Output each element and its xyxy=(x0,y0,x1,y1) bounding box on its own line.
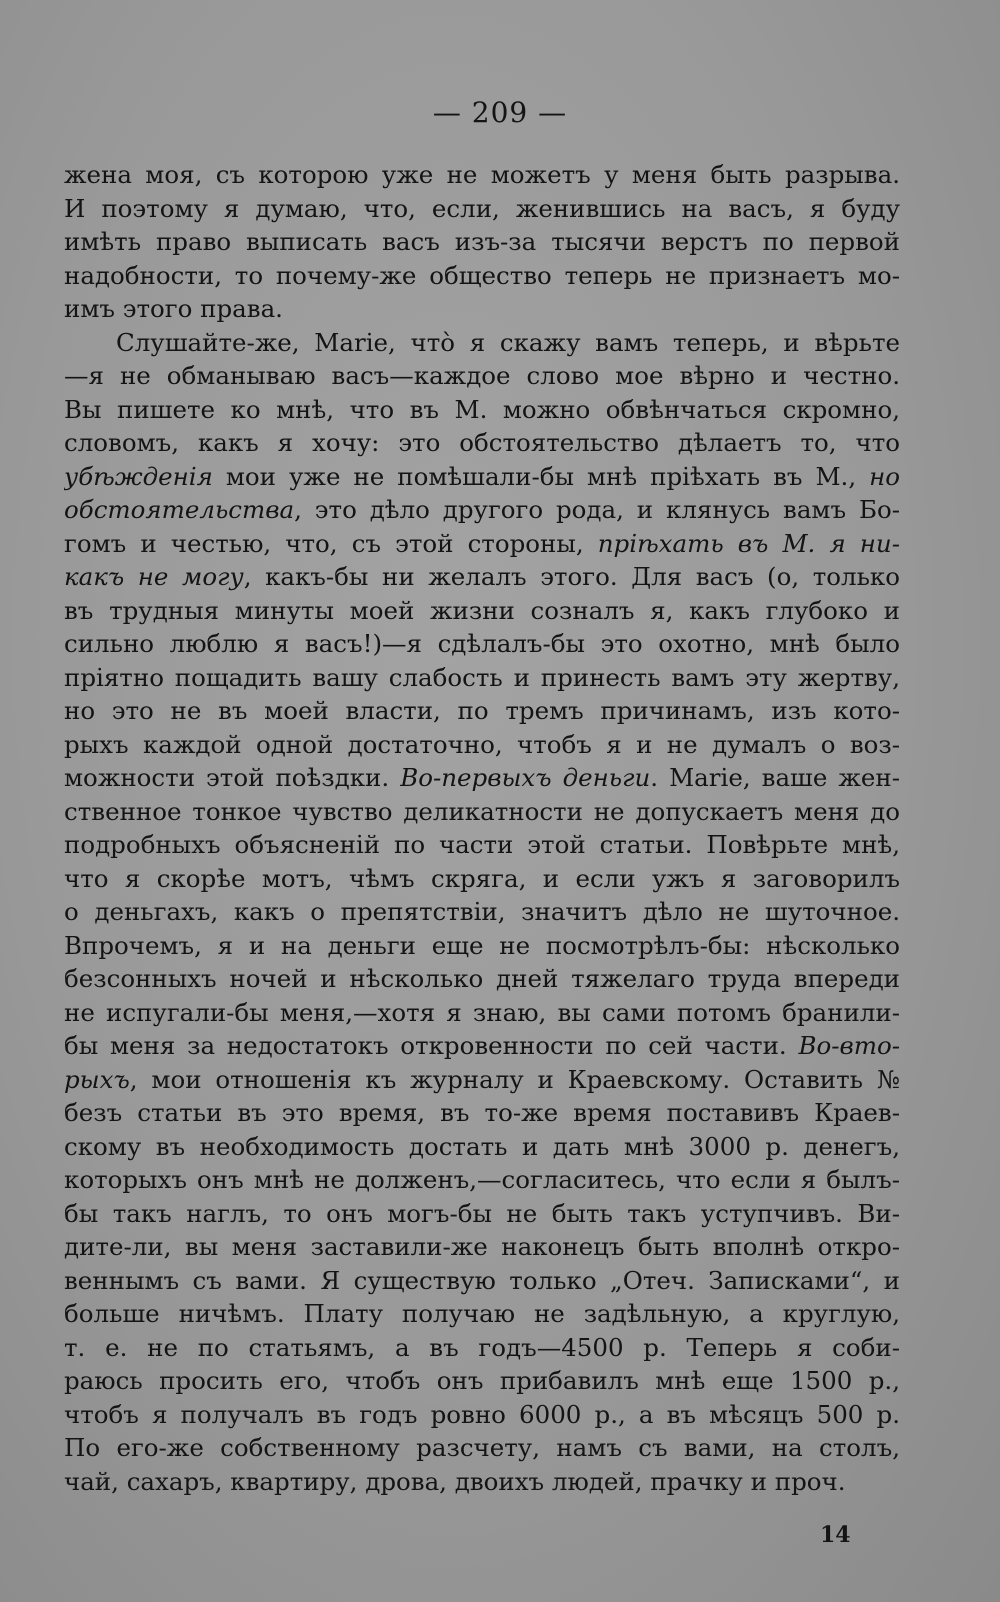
text-line xyxy=(64,426,900,460)
text-line xyxy=(64,996,900,1030)
text-line xyxy=(64,393,900,427)
text-segment: жена моя, съ которою уже не можетъ у меня быть разрыва. xyxy=(64,160,900,189)
text-segment: въ трудныя минуты моей жизни созналъ я, какъ глубоко и xyxy=(64,595,900,625)
text-segment: не испугали-бы меня,—хотя я знаю, вы сами потомъ бранили- xyxy=(64,997,900,1027)
text-line xyxy=(64,761,900,795)
text-line xyxy=(64,1364,900,1398)
text-line xyxy=(64,560,900,594)
text-line xyxy=(64,1230,900,1264)
text-line xyxy=(64,828,900,862)
text-line xyxy=(64,225,900,259)
text-line xyxy=(64,1063,900,1097)
text-line xyxy=(64,1163,900,1197)
italic-text-segment: обстоятельства xyxy=(64,495,295,524)
text-segment: Впрочемъ, я и на деньги еще не посмотрѣлъ-бы: нѣсколько xyxy=(64,930,900,960)
text-segment: —я не обманываю васъ—каждое слово мое вѣрно и честно. xyxy=(64,361,900,390)
text-segment: словомъ, какъ я хочу: это обстоятельство дѣлаетъ то, что xyxy=(64,428,900,457)
text-segment: т. е. не по статьямъ, а въ годъ—4500 р. Теперь я соби- xyxy=(64,1332,900,1362)
text-segment: По его-же собственному разсчету, намъ съ вами, на столъ, xyxy=(64,1433,900,1462)
text-segment: что я скорѣе мотъ, чѣмъ скряга, и если ужъ я заговорилъ xyxy=(64,863,900,893)
text-line xyxy=(64,728,900,762)
text-line xyxy=(64,1297,900,1331)
text-segment: раюсь просить его, чтобъ онъ прибавилъ мнѣ еще 1500 р., xyxy=(64,1366,900,1395)
text-segment: мои уже не помѣшали-бы мнѣ пріѣхать въ М., xyxy=(212,461,870,491)
text-segment: безсонныхъ ночей и нѣсколько дней тяжелаго труда впереди xyxy=(64,964,900,993)
text-line xyxy=(64,1130,900,1164)
text-line xyxy=(64,795,900,829)
text-line xyxy=(64,661,900,695)
text-line xyxy=(64,1398,900,1432)
text-segment: Вы пишете ко мнѣ, что въ М. можно обвѣнчаться скромно, xyxy=(64,394,900,424)
italic-text-segment: какъ не могу xyxy=(64,562,244,591)
text-segment: И поэтому я думаю, что, если, женившись на васъ, я буду xyxy=(64,193,900,223)
text-segment: о деньгахъ, какъ о препятствіи, значитъ дѣло не шуточное. xyxy=(64,897,900,926)
text-line xyxy=(64,158,900,192)
italic-text-segment: но xyxy=(869,461,900,491)
italic-text-segment: убѣжденія xyxy=(64,461,213,491)
text-segment: можности этой поѣздки. xyxy=(64,763,401,792)
text-line xyxy=(64,627,900,661)
text-segment: чтобъ я получалъ въ годъ ровно 6000 р., а въ мѣсяцъ 500 р. xyxy=(64,1399,900,1429)
text-segment: ственное тонкое чувство деликатности не допускаетъ меня до xyxy=(64,796,900,826)
text-line xyxy=(64,1029,900,1063)
text-line xyxy=(64,259,900,293)
text-line xyxy=(64,326,900,360)
text-segment: имѣть право выписать васъ изъ-за тысячи верстъ по первой xyxy=(64,227,900,256)
italic-text-segment: рыхъ xyxy=(64,1064,130,1094)
text-segment: бы меня за недостатокъ откровенности по сей части. xyxy=(64,1031,799,1060)
text-segment: рыхъ каждой одной достаточно, чтобъ я и не думалъ о воз- xyxy=(64,729,900,759)
text-segment: , какъ-бы ни желалъ этого. Для васъ (о, только xyxy=(243,562,900,591)
text-line xyxy=(64,460,900,494)
text-segment: скому въ необходимость достать и дать мнѣ 3000 р. денегъ, xyxy=(64,1131,900,1161)
text-line xyxy=(64,493,900,527)
text-line xyxy=(64,1197,900,1231)
text-segment: гомъ и честью, что, съ этой стороны, xyxy=(64,528,598,558)
text-segment: сильно люблю я васъ!)—я сдѣлалъ-бы это охотно, мнѣ было xyxy=(64,629,900,658)
text-segment: дите-ли, вы меня заставили-же наконецъ быть вполнѣ откро- xyxy=(64,1232,900,1261)
text-line xyxy=(64,862,900,896)
text-segment: бы такъ наглъ, то онъ могъ-бы не быть такъ уступчивъ. Ви- xyxy=(64,1198,900,1228)
text-segment: . Marie, ваше жен- xyxy=(650,763,900,792)
text-segment: чай, сахаръ, квартиру, дрова, двоихъ людей, прачку и проч. xyxy=(64,1466,846,1496)
text-line xyxy=(64,694,900,728)
text-segment: безъ статьи въ это время, въ то-же время поставивъ Краев- xyxy=(64,1098,900,1127)
text-segment: надобности, то почему-же общество теперь не признаетъ мо- xyxy=(64,260,900,290)
italic-text-segment: пріѣхать въ М. я ни- xyxy=(597,528,900,558)
text-line xyxy=(64,594,900,628)
text-segment: пріятно пощадить вашу слабость и принесть вамъ эту жертву, xyxy=(64,662,900,692)
page-number: — 209 — xyxy=(432,96,568,129)
text-line xyxy=(64,1096,900,1130)
text-segment: подробныхъ объясненій по части этой статьи. Повѣрьте мнѣ, xyxy=(64,830,900,859)
signature-mark: 14 xyxy=(820,1522,851,1548)
text-segment: которыхъ онъ мнѣ не долженъ,—согласитесь, что если я былъ- xyxy=(64,1165,900,1194)
text-line xyxy=(64,192,900,226)
text-segment: , мои отношенія къ журналу и Краевскому. Оставить № xyxy=(129,1064,900,1094)
text-line xyxy=(64,1331,900,1365)
text-line xyxy=(64,929,900,963)
text-line xyxy=(64,1465,900,1499)
text-body xyxy=(64,158,900,1498)
text-segment: , это дѣло другого рода, и клянусь вамъ Бо- xyxy=(294,495,900,524)
italic-text-segment: Во-вто- xyxy=(798,1031,900,1060)
text-line xyxy=(64,292,900,326)
text-segment: веннымъ съ вами. Я существую только „Отеч. Записками“, и xyxy=(64,1265,900,1295)
text-line xyxy=(64,1431,900,1465)
text-line xyxy=(64,1264,900,1298)
italic-text-segment: Во-первыхъ деньги xyxy=(400,763,651,792)
text-segment: больше ничѣмъ. Плату получаю не задѣльную, а круглую, xyxy=(64,1299,900,1328)
text-line xyxy=(64,527,900,561)
text-line xyxy=(64,359,900,393)
text-segment: Слушайте-же, Marie, что̀ я скажу вамъ теперь, и вѣрьте xyxy=(116,327,900,357)
text-segment: но это не въ моей власти, по тремъ причинамъ, изъ кото- xyxy=(64,696,900,725)
text-segment: имъ этого права. xyxy=(64,294,283,323)
text-line xyxy=(64,895,900,929)
text-line xyxy=(64,962,900,996)
